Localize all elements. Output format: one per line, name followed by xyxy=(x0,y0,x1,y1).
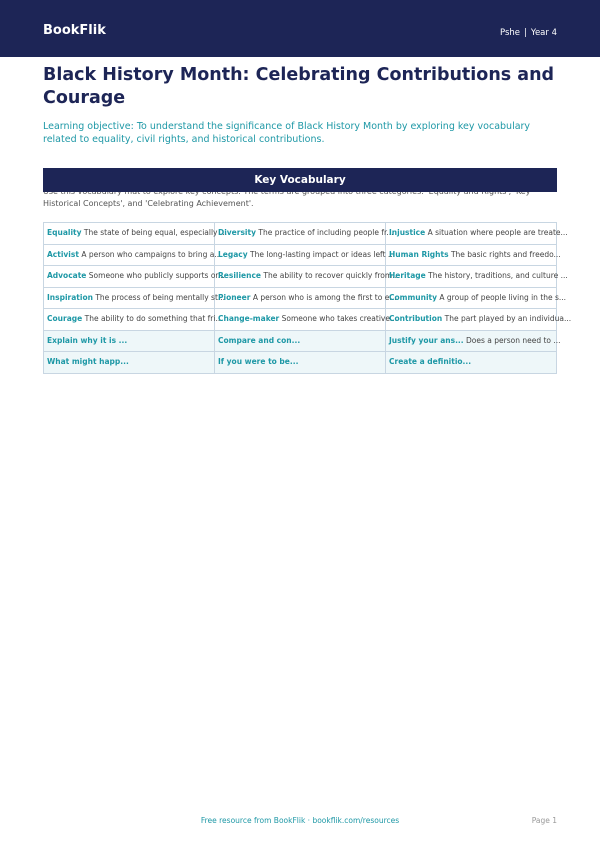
vocab-cell xyxy=(44,223,228,245)
vocab-term: Community xyxy=(389,292,438,302)
header-meta xyxy=(500,27,557,39)
vocab-definition: Someone who takes creative... xyxy=(281,314,398,324)
question-prompt: If you were to be... xyxy=(218,357,299,367)
vocab-cell xyxy=(44,287,226,309)
vocab-row xyxy=(44,266,557,288)
question-cell xyxy=(215,330,386,352)
vocab-cell xyxy=(215,287,397,309)
question-row xyxy=(44,352,557,374)
question-prompt: What might happ... xyxy=(47,357,129,367)
question-prompt: Justify your ans... xyxy=(389,335,464,345)
question-prompt: Explain why it is ... xyxy=(47,335,128,345)
vocab-cell xyxy=(215,309,398,331)
vocab-definition: The process of being mentally st... xyxy=(95,292,226,302)
section-heading-key-vocabulary: Key Vocabulary xyxy=(43,168,557,192)
question-cell xyxy=(215,352,386,374)
question-text: Does a person need to ... xyxy=(466,335,561,345)
vocab-cell xyxy=(215,244,396,266)
vocab-cell xyxy=(386,266,568,288)
subject-label: Pshe xyxy=(499,28,521,38)
vocab-definition: The ability to recover quickly from... xyxy=(263,271,400,281)
vocab-definition: Someone who publicly supports or... xyxy=(88,271,225,281)
vocab-cell xyxy=(44,309,223,331)
vocab-term: Pioneer xyxy=(218,292,251,302)
vocabulary-table xyxy=(43,222,572,374)
vocab-row xyxy=(44,244,557,266)
vocab-cell xyxy=(215,223,394,245)
page-title: Black History Month: Celebrating Contributions and Courage xyxy=(43,65,555,108)
page-header xyxy=(0,0,600,57)
vocab-term: Diversity xyxy=(218,228,256,238)
question-cell xyxy=(44,330,215,352)
page-number: Page 1 xyxy=(531,816,557,825)
vocab-cell xyxy=(44,266,225,288)
vocab-cell xyxy=(44,244,222,266)
vocab-definition: The basic rights and freedo... xyxy=(450,249,561,259)
vocab-definition: A person who campaigns to bring a... xyxy=(81,249,222,259)
vocab-term: Injustice xyxy=(389,228,426,238)
vocab-definition: The long-lasting impact or ideas left ... xyxy=(250,249,396,259)
vocab-term: Courage xyxy=(47,314,83,324)
vocab-term: Equality xyxy=(47,228,82,238)
vocab-definition: A person who is among the first to e... xyxy=(252,292,397,302)
vocab-term: Legacy xyxy=(218,249,248,259)
year-label: Year 4 xyxy=(530,28,557,38)
vocab-row xyxy=(44,223,557,245)
vocab-term: Human Rights xyxy=(389,249,449,259)
vocab-term: Change-maker xyxy=(218,314,280,324)
vocab-term: Heritage xyxy=(389,271,426,281)
question-prompt: Compare and con... xyxy=(218,335,301,345)
brand-logo-text[interactable]: BookFlik xyxy=(43,23,106,38)
vocab-term: Activist xyxy=(47,249,79,259)
vocab-definition: The state of being equal, especially ... xyxy=(83,228,228,238)
vocab-definition: A situation where people are treate... xyxy=(427,228,568,238)
vocab-term: Advocate xyxy=(47,271,87,281)
question-cell xyxy=(386,352,557,374)
question-cell xyxy=(44,352,215,374)
vocab-term: Inspiration xyxy=(47,292,93,302)
vocab-cell xyxy=(386,244,561,266)
question-prompt: Create a definitio... xyxy=(389,357,472,367)
question-cell xyxy=(386,330,561,352)
question-row xyxy=(44,330,557,352)
vocab-row xyxy=(44,287,557,309)
vocab-cell xyxy=(386,309,572,331)
vocab-definition: The ability to do something that fri... xyxy=(84,314,223,324)
vocab-term: Resilience xyxy=(218,271,261,281)
vocab-definition: The practice of including people fr... xyxy=(258,228,394,238)
vocab-cell xyxy=(386,287,567,309)
vocab-definition: The history, traditions, and culture ... xyxy=(428,271,568,281)
vocab-definition: The part played by an individua... xyxy=(444,314,572,324)
learning-objective: Learning objective: To understand the significance of Black History Month by exploring key vocabulary related to equality, civil rights, and historical contributions. xyxy=(43,121,531,145)
footer-text[interactable]: Free resource from BookFlik · bookflik.com/resources xyxy=(200,816,400,825)
vocab-term: Contribution xyxy=(389,314,443,324)
vocab-definition: A group of people living in the s... xyxy=(439,292,567,302)
meta-separator: | xyxy=(524,28,527,38)
section-intro: Historical Concepts', and 'Celebrating Achievement'. xyxy=(43,199,254,208)
vocab-cell xyxy=(386,223,568,245)
vocab-row xyxy=(44,309,557,331)
vocab-cell xyxy=(215,266,400,288)
